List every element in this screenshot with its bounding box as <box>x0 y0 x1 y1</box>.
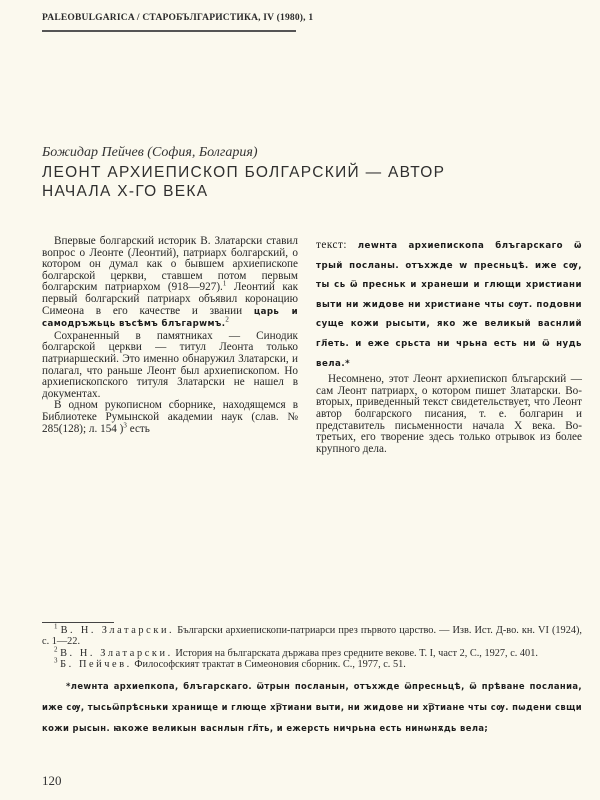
footnote-2: $^2$ В. Н. Златарски. История на българската държава през средните векове. Т. I, част 2, С., 1927, с. 401. <box>54 645 538 659</box>
right-column <box>316 236 582 455</box>
title-line-1: ЛЕОНТ АРХИЕПИСКОП БОЛГАРСКИЙ — АВТОР <box>42 164 446 181</box>
paragraph-3: В одном рукописном сборнике, находящемся в Библиотеке Румынской академии наук (слав. № 285(128); л. 154 )$^3$ есть <box>42 399 298 435</box>
paragraph-1: Впервые болгарский историк В. Златарски ставил вопрос о Леонте (Леонтий), патриарх болгарский, о котором он думал как о бывшем архиепископе болгарской церкви, ставшем потом первым болгарским патриархом (918—927).$^1$ Леонтий как первый болгарский патриарх объявил коронацию Симеона в его качестве и звании царь и самодръжьць въсѣмъ блъгарwмъ.$^2$ <box>42 235 299 330</box>
footnote-author: В. Н. Златарски. <box>60 647 173 659</box>
article-title <box>42 163 472 201</box>
footnote-author: В. Н. Златарски. <box>60 625 175 636</box>
footnote-1: $^1$ В. Н. Златарски. Български архиепископи-патриарси през първото царство. — Изв. Ист. Д-во. кн. VI (1924), с. 1—22. <box>42 622 582 648</box>
paragraph-4: Несомнено, этот Леонт архиепископ блъгарский — сам Леонт патриарх, о котором пишет Златарски. Во-вторых, приведенный текст свидетельствует, что Леонт автор болгарского писания, т. е. болгарин и представитель письменности начала X века. Во-третьих, его творение здесь только отрывок из более крупного дела. <box>316 373 582 455</box>
footnote-author: Б. Пейчев. <box>60 659 132 671</box>
title-line-2: НАЧАЛА X-ГО ВЕКА <box>42 183 209 200</box>
paragraph-2: Сохраненный в памятниках — Синодик болгарской церкви — титул Леонта только патриаршеский. Это именно обнаружил Златарски, и полагал, что раньше Леонт был архиепископом. Но архиепископского титуля Златарски не нашел в документах. <box>42 329 298 400</box>
footnote-ref-1[interactable]: 1 <box>222 279 227 288</box>
slavonic-text-block: текст: леwнта архиепископа блъгарскаго ѿ трый посланы. отъхжде w пресньцѣ. иже сѹ, ты сь ѿ пресньк и хранеши и глющи христиани выти ни жидове ни христиане чты сѹт. подовни суще кожи рысыти, яко же великый васнлий гл҃еть. и еже срьста ни чрьна есть ни ѿ нудь вела.* <box>316 239 582 369</box>
left-column <box>42 236 298 435</box>
footnote-3: $^3$ Б. Пейчев. Философският трактат в Симеоновия сборник. С., 1977, с. 51. <box>54 656 406 671</box>
running-head: PALEOBULGARICA / СТАРОБЪЛГАРИСТИКА, IV (1980), 1 <box>42 13 314 23</box>
footnotes <box>42 622 582 671</box>
article-author: Божидар Пейчев (София, Болгария) <box>42 145 258 160</box>
page-number: 120 <box>42 773 62 788</box>
footnote-rule <box>42 622 114 623</box>
header-rule <box>42 30 296 32</box>
slavonic-footnote: *леwнта архиепкопа, блъгарскаго. ѿтрын посланын, отъхжде ѿпресньцѣ, ѿ прѣване посланиа, иже сѹ, тысьѿпрѣсньки хранище и глюще хр҇тиани выти, ни жидове ни хр҇тиане чты сѹ. пѡдени свщи кожи рысын. ꙗкоже великын васнлын гл҃ть, и ежерсть ничрьна есть нинѡнѫдь вела; <box>42 681 582 733</box>
footnote-ref-2[interactable]: 2 <box>225 315 229 324</box>
asterisk-ref[interactable]: * <box>345 358 351 369</box>
slavonic-quote: царь и самодръжьць въсѣмъ блъгарwмъ. <box>42 306 298 330</box>
footnote-ref-3[interactable]: 3 <box>123 420 127 429</box>
